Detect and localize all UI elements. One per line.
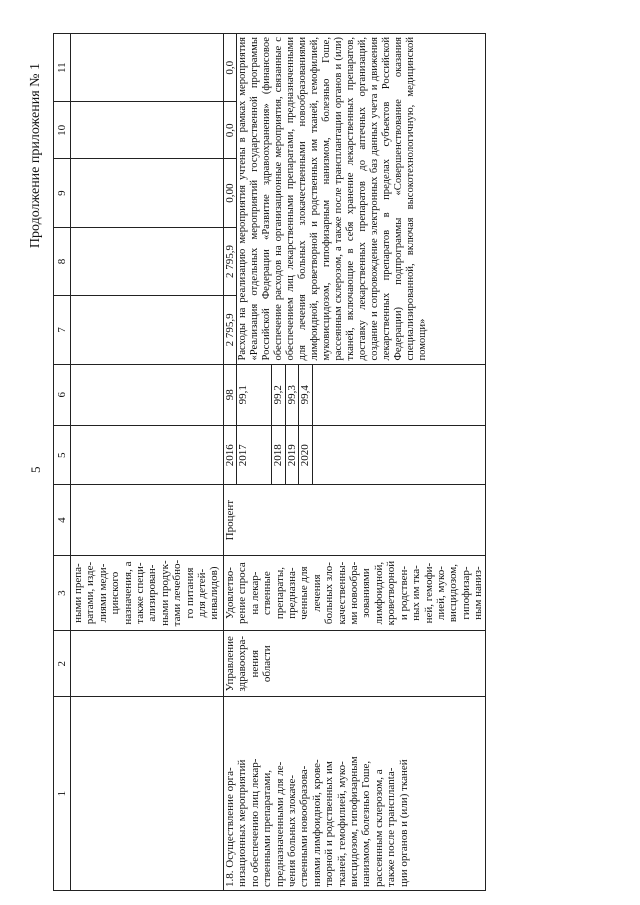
prev-cell-11 bbox=[71, 34, 224, 102]
funding-federal-cell: 2 795,9 bbox=[224, 227, 237, 295]
value-cell: 99,2 bbox=[272, 364, 285, 426]
prev-cell-9 bbox=[71, 159, 224, 227]
col-header-10: 10 bbox=[54, 102, 71, 159]
year-cell: 2017 bbox=[237, 426, 272, 485]
col-header-2: 2 bbox=[54, 631, 71, 697]
empty-cell bbox=[312, 426, 485, 485]
prev-cell-10 bbox=[71, 102, 224, 159]
year-cell: 2016 bbox=[224, 426, 237, 485]
prev-cell-4 bbox=[71, 485, 224, 556]
header-row bbox=[54, 34, 71, 891]
col-header-5: 5 bbox=[54, 426, 71, 485]
empty-cell bbox=[312, 364, 485, 426]
expected-result: Удовлетво- рение спроса на лекар- ственные препараты, предназна- ченные для лечения больных зло- качественны- ми новообра- зованиями лимфоидной, кроветворной и родствен- ных им тка- ней, гемофи- лией, муко- висцидозом, гипофизар- ным наниз- bbox=[224, 555, 486, 630]
unit-of-measure: Процент bbox=[224, 485, 486, 556]
measure-description: 1.8. Осуществление орга- низационных мероприятий по обеспечению лиц лекар- ственными препаратами, предназначенными для ле- чения больных злокаче- ственными новообразова- ниями лимфоидной, крове- творной и родственных им тканей, гемофилией, муко- висцидозом, гипофизарным нанизмом, болезнью Гоше, рассеянным склерозом, а также после трансплanta- ции органов и (или) тканей bbox=[224, 697, 486, 891]
year-cell: 2018 bbox=[272, 426, 285, 485]
col-header-6: 6 bbox=[54, 364, 71, 426]
rotated-sheet bbox=[25, 33, 615, 893]
value-cell: 98 bbox=[224, 364, 237, 426]
prev-cell-3: ными препа- ратами, изде- лиями меди- цинского назначения, а также специ- ализирован- ными продук- тами лечебно- го питания для детей- инвалидов) bbox=[71, 555, 224, 630]
prev-cell-1 bbox=[71, 697, 224, 891]
page-number: 5 bbox=[28, 466, 43, 473]
col-header-3: 3 bbox=[54, 555, 71, 630]
funding-local-cell: 0,0 bbox=[224, 102, 237, 159]
prev-cell-8 bbox=[71, 227, 224, 295]
col-header-7: 7 bbox=[54, 296, 71, 364]
prev-cell-6 bbox=[71, 364, 224, 426]
funding-regional-cell: 0,00 bbox=[224, 159, 237, 227]
funding-total-cell: 2 795,9 bbox=[224, 296, 237, 364]
year-cell: 2020 bbox=[299, 426, 312, 485]
col-header-11: 11 bbox=[54, 34, 71, 102]
responsible-executor: Управление здравоохра- нения области bbox=[224, 631, 486, 697]
prev-cell-5 bbox=[71, 426, 224, 485]
prev-cell-7 bbox=[71, 296, 224, 364]
table-row bbox=[224, 34, 237, 891]
col-header-8: 8 bbox=[54, 227, 71, 295]
program-table bbox=[53, 33, 486, 891]
continuation-header: Продолжение приложения № 1 bbox=[28, 63, 43, 249]
previous-row-continuation bbox=[71, 34, 224, 891]
value-cell: 99,1 bbox=[237, 364, 272, 426]
financing-note: Расходы на реализацию мероприятия учтены в рамках мероприятия «Реализация отдельных мероприятий государственной программы Российской Федерации «Развитие здравоохранения» (финансовое обеспечение расходов на организационные мероприятия, связанные с обеспечением лиц лекарственными препаратами, предназначенными для лечения больных злокачественными новообразованиями лимфоидной, кроветворной и родственных им тканей, гемофилией, муковисцидозом, гипофизарным нанизмом, болезнью Гоше, рассеянным склерозом, а также после трансплантации органов и (или) тканей, включающие в себя хранение лекарственных препаратов, доставку лекарственных препаратов до аптечных организаций, создание и сопровождение электронных баз данных учета и движения лекарственных препаратов в пределах субъектов Российской Федерации) подпрограммы «Совершенствование оказания специализированной, включая высокотехнологичную, медицинской помощи» bbox=[237, 34, 485, 365]
col-header-1: 1 bbox=[54, 697, 71, 891]
year-cell: 2019 bbox=[285, 426, 298, 485]
col-header-4: 4 bbox=[54, 485, 71, 556]
prev-cell-2 bbox=[71, 631, 224, 697]
funding-other-cell: 0,0 bbox=[224, 34, 237, 102]
value-cell: 99,3 bbox=[285, 364, 298, 426]
value-cell: 99,4 bbox=[299, 364, 312, 426]
col-header-9: 9 bbox=[54, 159, 71, 227]
